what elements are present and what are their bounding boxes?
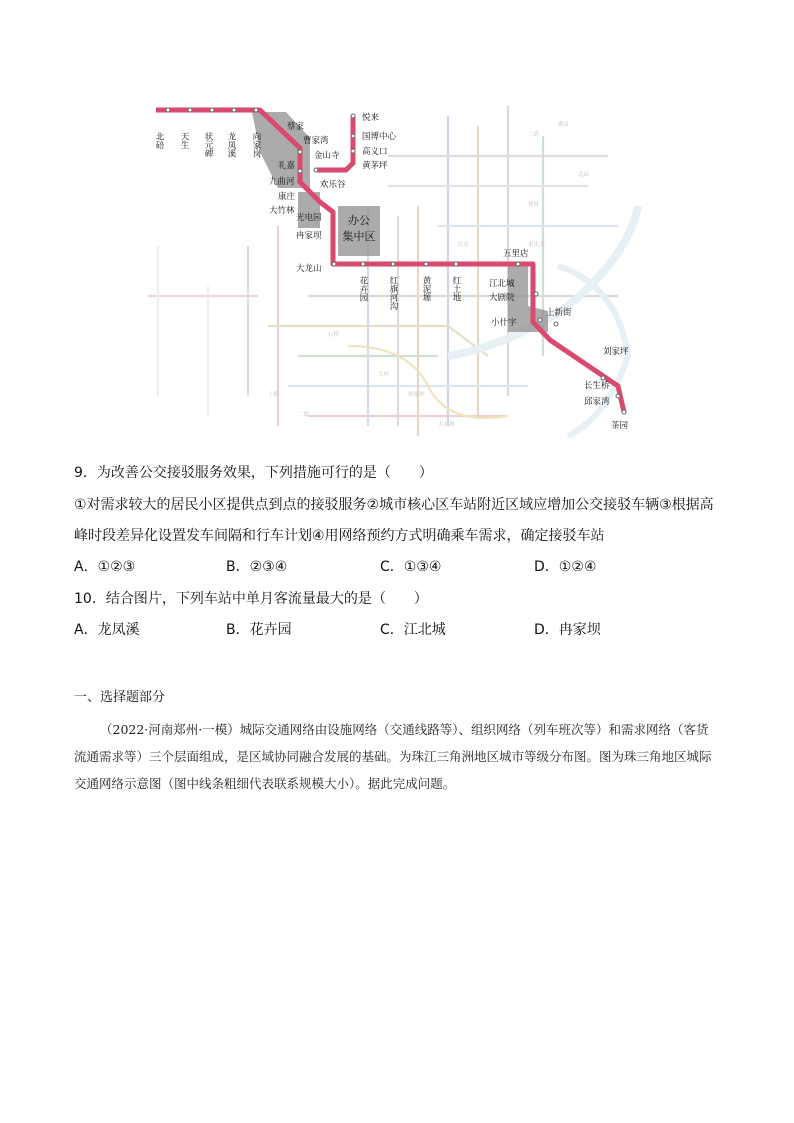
metro-map (148, 96, 646, 438)
station-label-dajuyuan: 大剧院 (489, 293, 515, 303)
q10-option-d[interactable]: D．冉家坝 (534, 622, 601, 638)
svg-text:杨家坪: 杨家坪 (408, 392, 425, 398)
station-label-hongqihegou: 红旗河沟 (388, 276, 398, 310)
svg-text:石桥: 石桥 (328, 332, 340, 338)
svg-text:观音: 观音 (558, 122, 570, 128)
svg-text:鸳鸯: 鸳鸯 (528, 202, 540, 208)
station-label-wulidian: 五里店 (503, 249, 529, 259)
q9-option-d[interactable]: D．①②④ (534, 559, 597, 575)
station-label-gaoyikou: 高义口 (362, 147, 388, 157)
q10-title: 10．结合图片，下列车站中单月客流量最大的是（ ） (74, 591, 428, 607)
station-label-beibei: 北碚 (154, 132, 164, 149)
station-label-huanlegu: 欢乐谷 (320, 180, 346, 190)
office-zone-label-line2: 集中区 (342, 230, 376, 243)
q9-option-c[interactable]: C．①③④ (380, 559, 442, 575)
station-label-jiangbeicheng: 江北城 (489, 279, 515, 289)
section-paragraph: （2022·河南郑州·一模）城际交通网络由设施网络（交通线路等）、组织网络（列车班次等）和需求网络（客货流通需求等）三个层面组成，是区域协同融合发展的基础。为珠江三角洲地区城市等级分布图。图为珠三角地区城际交通网络示意图（图中线条粗细代表联系规模大小）。据此完成问题。 (74, 722, 712, 791)
station-label-liujiaping: 刘家坪 (603, 347, 629, 357)
station-label-yuelai: 悦来 (362, 113, 380, 123)
station-label-jiuquhe: 九曲河 (269, 177, 295, 187)
station-label-caijia: 蔡家 (287, 122, 305, 132)
station-label-jinshansi: 金山寺 (314, 151, 340, 161)
q9-option-b[interactable]: B．②③④ (226, 559, 288, 575)
station-label-hongtudi: 红土地 (451, 276, 461, 302)
station-label-huahuiyuan: 花卉园 (358, 276, 368, 302)
svg-text:上桥: 上桥 (268, 392, 280, 398)
station-label-xiaoshizi: 小什字 (491, 318, 517, 328)
station-label-lijia: 礼嘉 (278, 161, 296, 171)
station-label-shangxinjie: 上新街 (546, 308, 572, 318)
station-label-guangdianyuan: 光电园 (296, 213, 322, 223)
station-label-changshengqiao: 长生桥 (584, 381, 610, 391)
station-label-tiansheng: 天生 (179, 132, 189, 149)
station-label-longfengxi: 龙凤溪 (226, 132, 236, 158)
background-labels (268, 120, 590, 428)
station-label-ranjiaba: 冉家坝 (296, 231, 322, 241)
q10-option-b[interactable]: B．花卉园 (226, 622, 292, 638)
svg-text:二郎: 二郎 (298, 412, 310, 418)
section-heading: 一、选择题部分 (74, 690, 166, 705)
station-label-caojiawan: 曹家湾 (303, 136, 329, 146)
q10-option-a[interactable]: A．龙凤溪 (74, 622, 140, 638)
q9-option-a[interactable]: A．①②③ (74, 559, 136, 575)
q10-option-c[interactable]: C．江北城 (380, 622, 446, 638)
station-label-kangzhuang: 康庄 (278, 192, 296, 202)
station-label-dazhulin: 大竹林 (269, 206, 295, 216)
background-network (148, 106, 638, 436)
svg-text:重庆北: 重庆北 (528, 242, 545, 248)
q9-stem-line1: ①对需求较大的居民小区提供点到点的接驳服务②城市核心区车站附近区域应增加公交接驳车辆③根据高 (74, 497, 714, 513)
station-label-zhuangyuanbei: 状元碑 (203, 132, 213, 158)
svg-text:三湾: 三湾 (528, 132, 540, 138)
svg-text:红岩: 红岩 (458, 242, 470, 248)
station-label-xiangjiagang: 向家岗 (251, 132, 261, 158)
station-label-huangnitang: 黄泥塬 (421, 276, 431, 302)
svg-text:北站: 北站 (578, 172, 590, 178)
office-zone-label-line1: 办公 (348, 214, 370, 227)
q9-stem-line2: 峰时段差异化设置发车间隔和行车计划④用网络预约方式明确乘车需求，确定接驳车站 (74, 528, 605, 544)
station-label-qiujiawan: 邱家湾 (584, 397, 610, 407)
station-label-guobozhongxin: 国博中心 (362, 132, 397, 142)
station-label-chayuan: 茶园 (611, 421, 629, 431)
svg-text:大石坝: 大石坝 (438, 422, 455, 428)
q9-title: 9．为改善公交接驳服务效果，下列措施可行的是（ ） (74, 465, 433, 481)
station-label-huangmaoping: 黄茅坪 (362, 161, 388, 171)
station-label-dalongshan: 大龙山 (296, 264, 322, 274)
svg-text:大坪: 大坪 (378, 372, 390, 378)
